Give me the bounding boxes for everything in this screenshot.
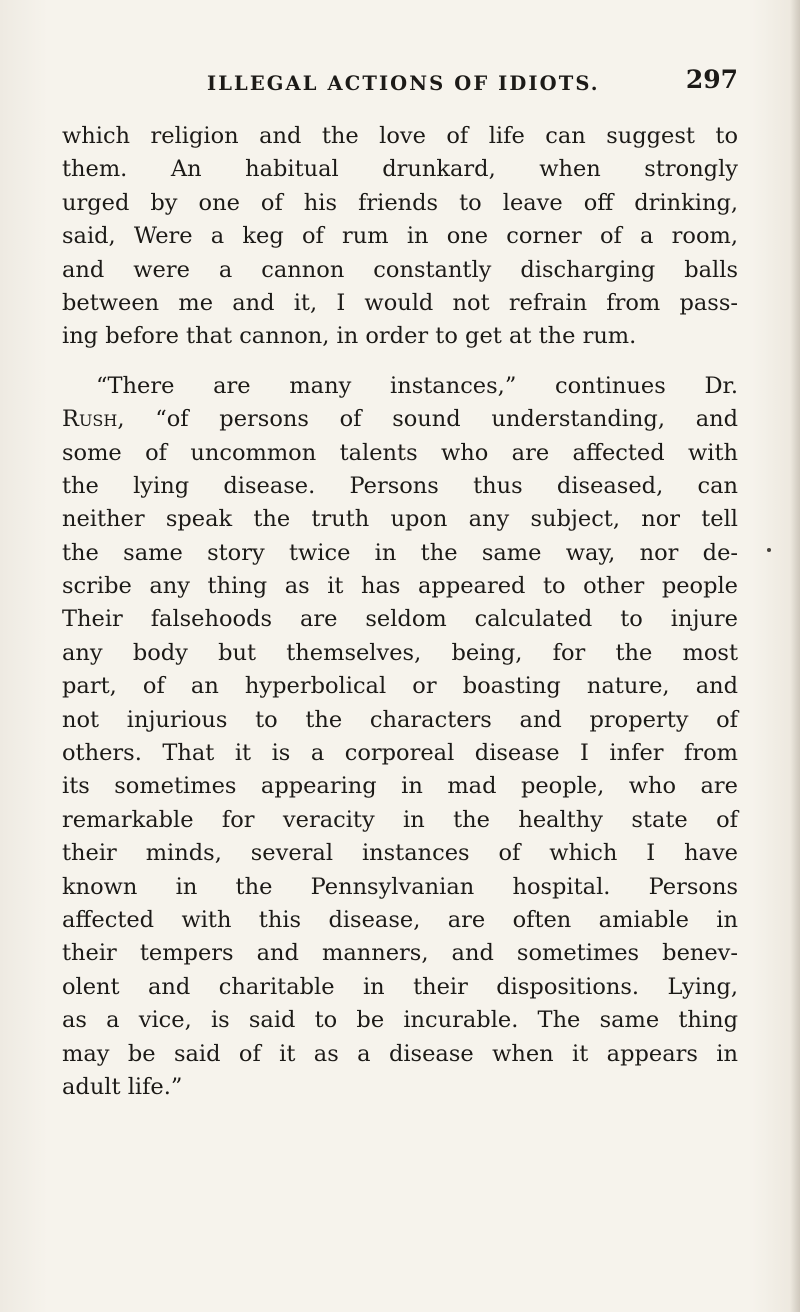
running-title: ILLEGAL ACTIONS OF IDIOTS. [207, 72, 600, 95]
text-line: as a vice, is said to be incurable. The same thing [62, 1007, 738, 1034]
text-line: adult life.” [62, 1073, 183, 1100]
page-edge-shadow [790, 0, 800, 1312]
text-line: some of uncommon talents who are affected with [62, 439, 738, 466]
text-line: ing before that cannon, in order to get at the rum. [62, 323, 637, 350]
text-line: remarkable for veracity in the healthy state of [62, 806, 738, 833]
text-line: them. An habitual drunkard, when strongly [62, 156, 738, 183]
paragraph-gap [62, 354, 738, 370]
text-line: and were a cannon constantly discharging balls [62, 256, 738, 283]
author-name: Rush, “ [62, 406, 167, 433]
body-text [62, 120, 738, 1104]
text-line: its sometimes appearing in mad people, who are [62, 773, 738, 800]
text-line: said, Were a keg of rum in one corner of a room, [62, 223, 738, 250]
text-line-rest: of persons of sound understanding, and [166, 406, 738, 433]
text-line: Their falsehoods are seldom calculated to injure [62, 606, 738, 633]
text-line: affected with this disease, are often amiable in [62, 906, 738, 933]
text-line: the same story twice in the same way, nor de- [62, 539, 738, 566]
text-line: part, of an hyperbolical or boasting nature, and [62, 673, 738, 700]
text-line: which religion and the love of life can suggest to [62, 123, 738, 149]
text-line: any body but themselves, being, for the most [62, 639, 738, 666]
paper-speck [767, 548, 771, 552]
text-line: scribe any thing as it has appeared to other people [62, 573, 738, 600]
text-line: may be said of it as a disease when it appears in [62, 1040, 738, 1067]
paragraph [62, 370, 738, 1105]
paragraph [62, 120, 738, 354]
text-line [62, 403, 738, 436]
text-line: their tempers and manners, and sometimes benev- [62, 940, 738, 967]
text-line: not injurious to the characters and property of [62, 706, 738, 733]
text-line: others. That it is a corporeal disease I infer from [62, 740, 738, 767]
text-line: neither speak the truth upon any subject, nor tell [62, 506, 738, 533]
running-head [62, 64, 738, 104]
text-line: their minds, several instances of which I have [62, 840, 738, 867]
text-line: “There are many instances,” continues Dr. [96, 372, 738, 399]
text-line: between me and it, I would not refrain from pass- [62, 289, 738, 316]
text-line: olent and charitable in their dispositions. Lying, [62, 973, 738, 1000]
text-line: urged by one of his friends to leave off drinking, [62, 189, 738, 216]
text-line: the lying disease. Persons thus diseased, can [62, 472, 738, 499]
page-number: 297 [685, 65, 738, 94]
text-line: known in the Pennsylvanian hospital. Persons [62, 873, 738, 900]
